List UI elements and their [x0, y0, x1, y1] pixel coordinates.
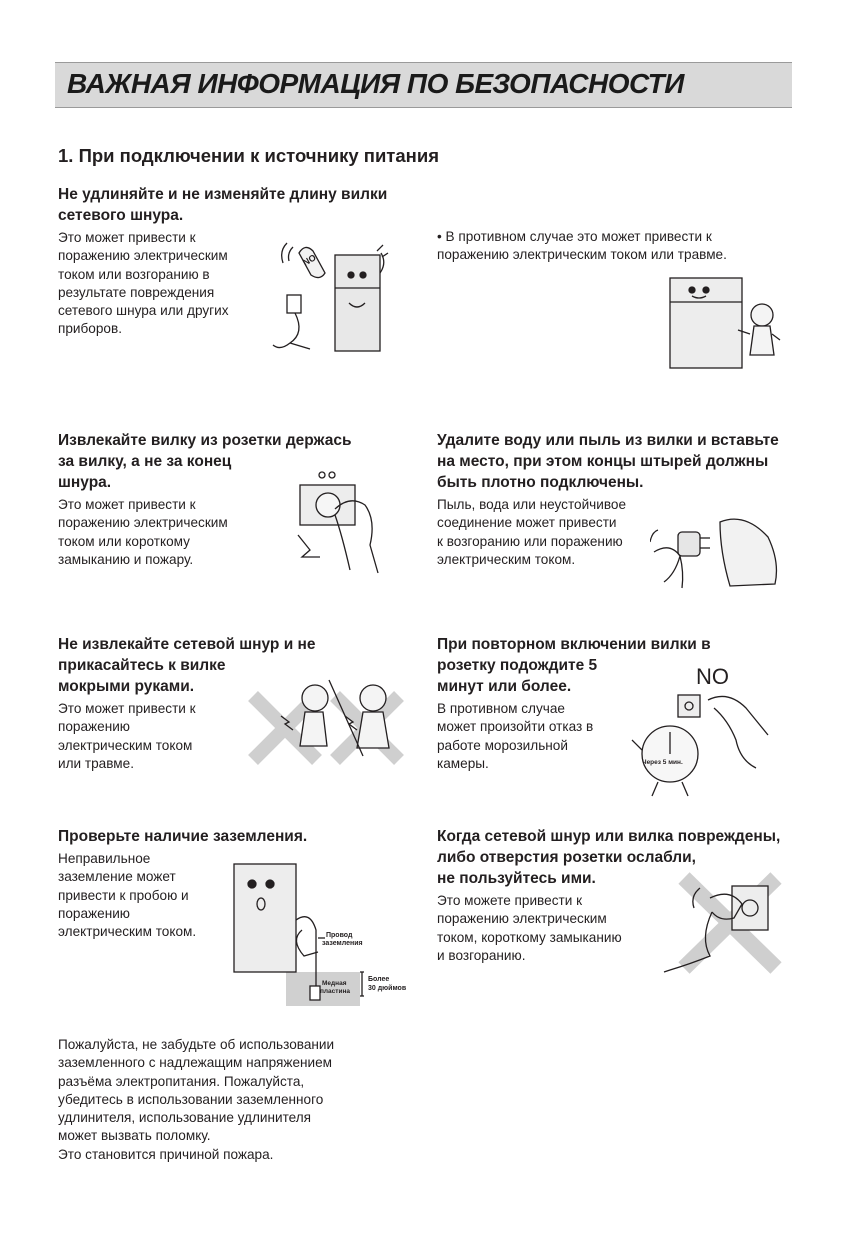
illustration-cleaning-plug: [650, 512, 795, 590]
no-label: NO: [696, 664, 729, 689]
bullet-marker: •: [437, 229, 442, 244]
bullet-text: В противном случае это может привести к поражению электрическим током или травме.: [437, 229, 727, 263]
no-sign-label: NO: [301, 252, 318, 268]
timer-label: Через 5 мин.: [642, 759, 683, 766]
warning-text: Это можете привести к поражению электрическим током, короткому замыканию и возгоранию.: [437, 893, 622, 963]
warning-text: Это может привести к поражению электрическим током или возгоранию в результате повреждения сетевого шнура или других приборов.: [58, 230, 229, 337]
plate-label-line2: пластина: [320, 988, 351, 995]
illustration-hand-pulling-plug: [290, 465, 380, 575]
warning-heading: Извлекайте вилку из розетки держась за вилку, а не за конец шнура.: [58, 432, 352, 491]
warning-text: Это может привести к поражению электрическим током или травме.: [58, 701, 196, 771]
depth-label-line1: Более: [368, 976, 390, 983]
illustration-refrigerator-no-extension: [265, 233, 400, 358]
warning-extra-note: [437, 228, 727, 265]
warning-text: Это может привести к поражению электрическим током или короткому замыканию и пожару.: [58, 497, 228, 567]
page-header: [55, 62, 792, 108]
illustration-damaged-socket: [660, 868, 790, 978]
wire-label-line2: заземления: [322, 940, 363, 947]
illustration-grounding-diagram: [230, 860, 415, 1008]
warning-heading: Проверьте наличие заземления.: [58, 828, 308, 845]
warning-text: Неправильное заземление может привести к пробою и поражению электрическим током.: [58, 851, 197, 940]
warning-heading: При повторном включении вилки в розетку подождите 5 минут или более.: [437, 636, 711, 695]
section-title: 1. При подключении к источнику питания: [58, 145, 440, 166]
page-title: ВАЖНАЯ ИНФОРМАЦИЯ ПО БЕЗОПАСНОСТИ: [67, 68, 684, 99]
warning-heading: Не удлиняйте и не изменяйте длину вилки сетевого шнура.: [58, 186, 388, 224]
illustration-refrigerator-child: [664, 270, 784, 370]
illustration-timer-plug: [628, 660, 773, 800]
warning-text: Пыль, вода или неустойчивое соединение может привести к возгоранию или поражению электрическим током.: [437, 497, 627, 567]
warning-heading: Не извлекайте сетевой шнур и не прикасайтесь к вилке мокрыми руками.: [58, 636, 316, 695]
depth-label-line2: 30 дюймов: [368, 985, 407, 992]
plate-label-line1: Медная: [322, 980, 347, 987]
warning-heading: Когда сетевой шнур или вилка повреждены, либо отверстия розетки ослабли, не пользуйтесь ими.: [437, 828, 781, 887]
warning-heading: Удалите воду или пыль из вилки и вставьте на место, при этом концы штырей должны быть плотно подключены.: [437, 432, 779, 491]
footer-note: Пожалуйста, не забудьте об использовании заземленного с надлежащим напряжением разъёма электропитания. Пожалуйста, убедитесь в использовании заземленного удлинителя, использование удлинителя может вызвать поломку. Это становится причиной пожара.: [58, 1037, 335, 1162]
warning-text: В противном случае может произойти отказ в работе морозильной камеры.: [437, 701, 594, 771]
illustration-wet-hands-children: [245, 676, 410, 771]
wire-label-line1: Провод: [326, 932, 353, 939]
